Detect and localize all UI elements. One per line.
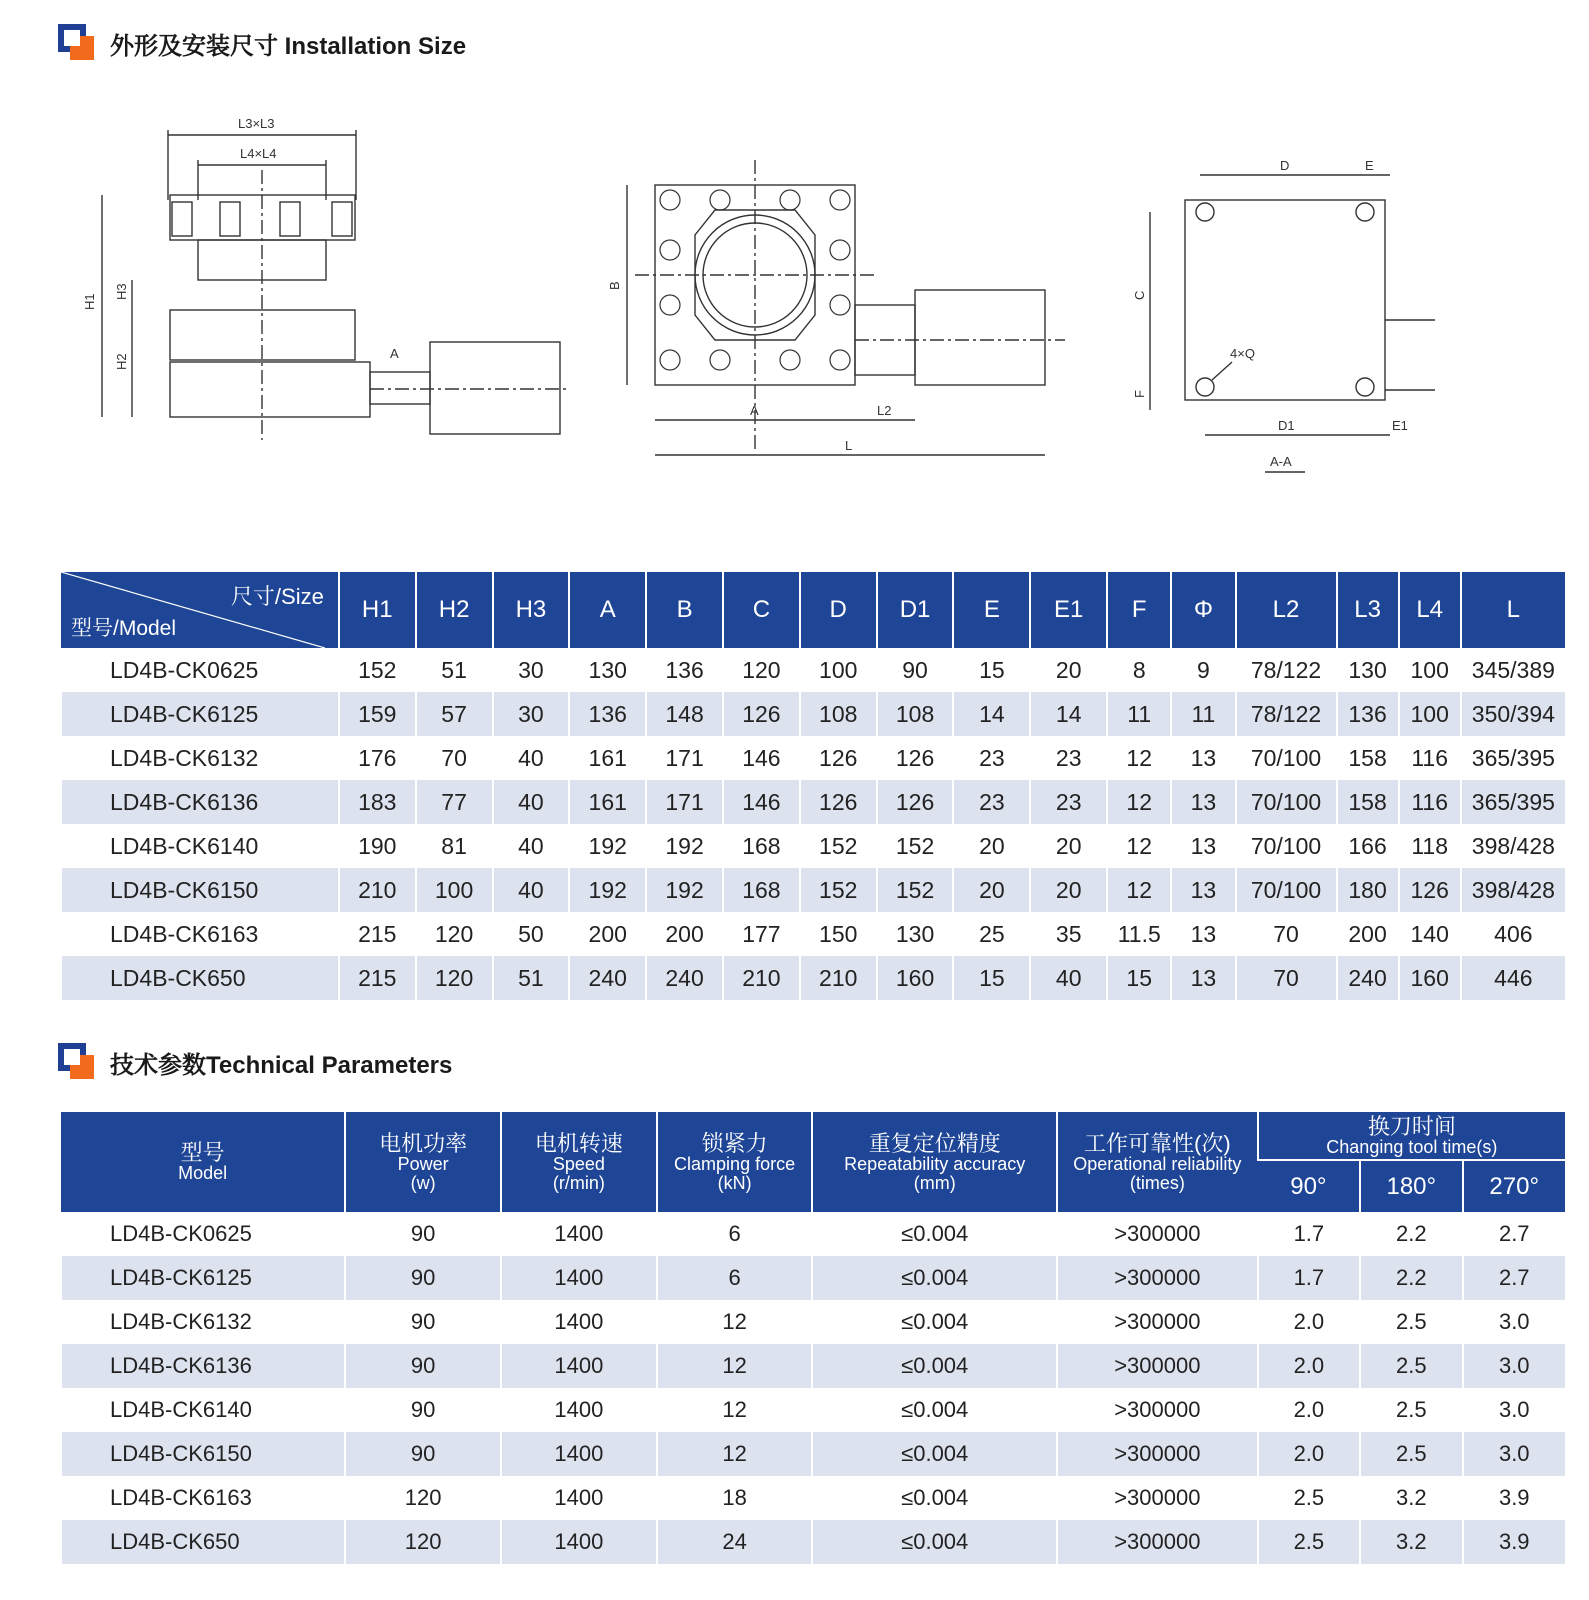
size-value-cell: 12 bbox=[1107, 780, 1171, 824]
table-row bbox=[61, 1520, 1565, 1564]
parameter-value-cell: 1400 bbox=[501, 1256, 657, 1300]
size-value-cell: 13 bbox=[1171, 956, 1235, 1000]
parameter-value-cell: 1400 bbox=[501, 1212, 657, 1256]
size-value-cell: 161 bbox=[569, 780, 646, 824]
label-h1: H1 bbox=[82, 293, 97, 310]
model-cell: LD4B-CK6150 bbox=[61, 868, 339, 912]
size-value-cell: 120 bbox=[723, 648, 800, 692]
size-value-cell: 136 bbox=[569, 692, 646, 736]
size-value-cell: 78/122 bbox=[1236, 648, 1337, 692]
size-value-cell: 70 bbox=[1236, 912, 1337, 956]
installation-section-header bbox=[58, 24, 466, 62]
technical-section-header bbox=[58, 1043, 452, 1081]
size-column-header: H1 bbox=[339, 572, 416, 648]
size-value-cell: 166 bbox=[1337, 824, 1399, 868]
table-row bbox=[61, 780, 1565, 824]
parameter-value-cell: 1400 bbox=[501, 1520, 657, 1564]
size-value-cell: 40 bbox=[493, 736, 570, 780]
parameter-value-cell: 3.9 bbox=[1463, 1476, 1566, 1520]
size-value-cell: 77 bbox=[416, 780, 493, 824]
size-value-cell: 11 bbox=[1171, 692, 1235, 736]
parameter-value-cell: ≤0.004 bbox=[812, 1432, 1057, 1476]
size-value-cell: 120 bbox=[416, 956, 493, 1000]
size-value-cell: 126 bbox=[723, 692, 800, 736]
parameter-value-cell: 2.5 bbox=[1360, 1344, 1462, 1388]
parameter-value-cell: 2.5 bbox=[1360, 1388, 1462, 1432]
size-value-cell: 23 bbox=[1030, 736, 1107, 780]
size-column-header: B bbox=[646, 572, 723, 648]
size-value-cell: 136 bbox=[1337, 692, 1399, 736]
size-value-cell: 158 bbox=[1337, 736, 1399, 780]
parameter-value-cell: ≤0.004 bbox=[812, 1520, 1057, 1564]
model-cell: LD4B-CK6136 bbox=[61, 1344, 345, 1388]
model-cell: LD4B-CK6163 bbox=[61, 1476, 345, 1520]
table-row bbox=[61, 1212, 1565, 1256]
size-value-cell: 192 bbox=[646, 824, 723, 868]
label-c: C bbox=[1132, 290, 1147, 300]
size-column-header: L3 bbox=[1337, 572, 1399, 648]
model-cell: LD4B-CK6132 bbox=[61, 736, 339, 780]
size-value-cell: 215 bbox=[339, 912, 416, 956]
size-value-cell: 126 bbox=[800, 780, 877, 824]
size-value-cell: 345/389 bbox=[1461, 648, 1565, 692]
parameter-value-cell: 1400 bbox=[501, 1476, 657, 1520]
parameter-value-cell: 1400 bbox=[501, 1388, 657, 1432]
size-value-cell: 25 bbox=[953, 912, 1030, 956]
parameter-value-cell: ≤0.004 bbox=[812, 1344, 1057, 1388]
label-l3l3: L3×L3 bbox=[238, 116, 275, 131]
size-header-row bbox=[61, 572, 1565, 648]
model-cell: LD4B-CK6132 bbox=[61, 1300, 345, 1344]
label-l2: L2 bbox=[877, 403, 892, 418]
side-view-drawing bbox=[80, 100, 580, 520]
size-value-cell: 23 bbox=[953, 780, 1030, 824]
model-cell: LD4B-CK0625 bbox=[61, 648, 339, 692]
table-row bbox=[61, 912, 1565, 956]
size-value-cell: 200 bbox=[569, 912, 646, 956]
label-d: D bbox=[1280, 158, 1290, 173]
size-value-cell: 171 bbox=[646, 736, 723, 780]
size-value-cell: 158 bbox=[1337, 780, 1399, 824]
size-value-cell: 51 bbox=[416, 648, 493, 692]
size-value-cell: 130 bbox=[877, 912, 954, 956]
size-value-cell: 14 bbox=[953, 692, 1030, 736]
installation-size-table bbox=[60, 572, 1565, 1000]
size-table-body bbox=[61, 648, 1565, 1000]
size-value-cell: 152 bbox=[339, 648, 416, 692]
size-value-cell: 12 bbox=[1107, 736, 1171, 780]
parameter-value-cell: 12 bbox=[657, 1300, 813, 1344]
size-model-header bbox=[61, 572, 339, 648]
table-row bbox=[61, 1388, 1565, 1432]
size-column-header: H2 bbox=[416, 572, 493, 648]
label-h3: H3 bbox=[114, 283, 129, 300]
size-value-cell: 150 bbox=[800, 912, 877, 956]
size-value-cell: 40 bbox=[493, 824, 570, 868]
size-value-cell: 35 bbox=[1030, 912, 1107, 956]
parameter-value-cell: ≤0.004 bbox=[812, 1300, 1057, 1344]
size-value-cell: 40 bbox=[493, 868, 570, 912]
size-value-cell: 70/100 bbox=[1236, 824, 1337, 868]
size-value-cell: 100 bbox=[800, 648, 877, 692]
size-value-cell: 192 bbox=[646, 868, 723, 912]
deg-270-header: 270° bbox=[1463, 1160, 1566, 1212]
size-value-cell: 240 bbox=[646, 956, 723, 1000]
model-cell: LD4B-CK6125 bbox=[61, 1256, 345, 1300]
size-column-header: L bbox=[1461, 572, 1565, 648]
size-column-header: E bbox=[953, 572, 1030, 648]
table-row bbox=[61, 956, 1565, 1000]
model-cell: LD4B-CK6140 bbox=[61, 1388, 345, 1432]
model-cell: LD4B-CK6150 bbox=[61, 1432, 345, 1476]
size-value-cell: 13 bbox=[1171, 912, 1235, 956]
size-value-cell: 215 bbox=[339, 956, 416, 1000]
size-value-cell: 108 bbox=[800, 692, 877, 736]
size-value-cell: 130 bbox=[1337, 648, 1399, 692]
size-value-cell: 152 bbox=[800, 824, 877, 868]
size-value-cell: 13 bbox=[1171, 736, 1235, 780]
size-value-cell: 130 bbox=[569, 648, 646, 692]
size-column-header: A bbox=[569, 572, 646, 648]
size-value-cell: 20 bbox=[1030, 648, 1107, 692]
size-value-cell: 200 bbox=[646, 912, 723, 956]
size-value-cell: 15 bbox=[953, 956, 1030, 1000]
size-value-cell: 23 bbox=[1030, 780, 1107, 824]
label-q: 4×Q bbox=[1230, 346, 1255, 361]
size-column-header: L2 bbox=[1236, 572, 1337, 648]
parameter-value-cell: 24 bbox=[657, 1520, 813, 1564]
changing-time-column-header: 换刀时间 Changing tool time(s) bbox=[1258, 1112, 1565, 1160]
size-value-cell: 40 bbox=[1030, 956, 1107, 1000]
label-l: L bbox=[845, 438, 853, 453]
size-value-cell: 50 bbox=[493, 912, 570, 956]
model-cell: LD4B-CK6163 bbox=[61, 912, 339, 956]
size-value-cell: 13 bbox=[1171, 824, 1235, 868]
label-b: B bbox=[607, 281, 622, 290]
label-aa: A-A bbox=[1270, 454, 1292, 469]
size-value-cell: 406 bbox=[1461, 912, 1565, 956]
model-cell: LD4B-CK0625 bbox=[61, 1212, 345, 1256]
parameter-value-cell: 2.5 bbox=[1258, 1520, 1360, 1564]
size-value-cell: 126 bbox=[877, 736, 954, 780]
size-value-cell: 20 bbox=[953, 824, 1030, 868]
technical-parameters-table bbox=[60, 1112, 1565, 1564]
clamping-force-column-header: 锁紧力 Clamping force (kN) bbox=[657, 1112, 813, 1212]
parameter-value-cell: 6 bbox=[657, 1256, 813, 1300]
table-row bbox=[61, 1344, 1565, 1388]
parameter-value-cell: >300000 bbox=[1057, 1256, 1258, 1300]
size-value-cell: 70 bbox=[416, 736, 493, 780]
size-column-header: D1 bbox=[877, 572, 954, 648]
technical-title: 技术参数Technical Parameters bbox=[110, 1051, 453, 1079]
installation-drawings bbox=[0, 100, 1589, 520]
speed-column-header: 电机转速 Speed (r/min) bbox=[501, 1112, 657, 1212]
size-value-cell: 160 bbox=[877, 956, 954, 1000]
size-value-cell: 210 bbox=[339, 868, 416, 912]
brand-logo-icon bbox=[58, 1043, 96, 1081]
parameter-value-cell: 90 bbox=[345, 1344, 501, 1388]
size-value-cell: 100 bbox=[1399, 692, 1461, 736]
model-cell: LD4B-CK6125 bbox=[61, 692, 339, 736]
parameter-value-cell: >300000 bbox=[1057, 1388, 1258, 1432]
parameter-value-cell: >300000 bbox=[1057, 1476, 1258, 1520]
table-row bbox=[61, 1256, 1565, 1300]
size-column-header: F bbox=[1107, 572, 1171, 648]
size-value-cell: 126 bbox=[1399, 868, 1461, 912]
section-aa-drawing bbox=[1130, 100, 1480, 520]
installation-title: 外形及安装尺寸 Installation Size bbox=[110, 32, 467, 60]
size-column-header: L4 bbox=[1399, 572, 1461, 648]
parameter-value-cell: >300000 bbox=[1057, 1300, 1258, 1344]
parameter-value-cell: ≤0.004 bbox=[812, 1212, 1057, 1256]
size-value-cell: 40 bbox=[493, 780, 570, 824]
parameter-value-cell: 2.5 bbox=[1258, 1476, 1360, 1520]
parameter-value-cell: 1400 bbox=[501, 1300, 657, 1344]
size-value-cell: 398/428 bbox=[1461, 868, 1565, 912]
size-value-cell: 100 bbox=[1399, 648, 1461, 692]
label-e: E bbox=[1365, 158, 1374, 173]
size-value-cell: 12 bbox=[1107, 824, 1171, 868]
label-h2: H2 bbox=[114, 353, 129, 370]
size-value-cell: 13 bbox=[1171, 780, 1235, 824]
size-value-cell: 148 bbox=[646, 692, 723, 736]
table-row bbox=[61, 824, 1565, 868]
size-value-cell: 152 bbox=[877, 824, 954, 868]
size-value-cell: 78/122 bbox=[1236, 692, 1337, 736]
size-value-cell: 152 bbox=[800, 868, 877, 912]
size-value-cell: 108 bbox=[877, 692, 954, 736]
size-value-cell: 116 bbox=[1399, 780, 1461, 824]
size-value-cell: 57 bbox=[416, 692, 493, 736]
parameter-value-cell: 2.0 bbox=[1258, 1388, 1360, 1432]
size-value-cell: 183 bbox=[339, 780, 416, 824]
size-header-label: 尺寸/Size bbox=[230, 584, 324, 609]
size-value-cell: 398/428 bbox=[1461, 824, 1565, 868]
model-cell: LD4B-CK650 bbox=[61, 956, 339, 1000]
parameter-value-cell: 3.0 bbox=[1463, 1300, 1566, 1344]
model-cell: LD4B-CK6136 bbox=[61, 780, 339, 824]
size-value-cell: 192 bbox=[569, 824, 646, 868]
parameter-value-cell: 2.0 bbox=[1258, 1300, 1360, 1344]
parameter-value-cell: 18 bbox=[657, 1476, 813, 1520]
size-value-cell: 146 bbox=[723, 736, 800, 780]
parameter-value-cell: 3.0 bbox=[1463, 1344, 1566, 1388]
size-value-cell: 200 bbox=[1337, 912, 1399, 956]
parameter-value-cell: 2.2 bbox=[1360, 1256, 1462, 1300]
parameter-value-cell: 3.9 bbox=[1463, 1520, 1566, 1564]
parameter-value-cell: 3.2 bbox=[1360, 1520, 1462, 1564]
parameter-value-cell: 2.7 bbox=[1463, 1212, 1566, 1256]
size-column-header: Φ bbox=[1171, 572, 1235, 648]
parameter-value-cell: 90 bbox=[345, 1432, 501, 1476]
size-value-cell: 120 bbox=[416, 912, 493, 956]
parameter-value-cell: 1400 bbox=[501, 1344, 657, 1388]
parameter-value-cell: 2.0 bbox=[1258, 1432, 1360, 1476]
table-row bbox=[61, 1432, 1565, 1476]
table-row bbox=[61, 692, 1565, 736]
size-value-cell: 161 bbox=[569, 736, 646, 780]
size-value-cell: 20 bbox=[1030, 868, 1107, 912]
repeatability-column-header: 重复定位精度 Repeatability accuracy (mm) bbox=[812, 1112, 1057, 1212]
size-value-cell: 118 bbox=[1399, 824, 1461, 868]
parameter-value-cell: 1400 bbox=[501, 1432, 657, 1476]
parameter-value-cell: 1.7 bbox=[1258, 1256, 1360, 1300]
size-value-cell: 126 bbox=[877, 780, 954, 824]
size-value-cell: 9 bbox=[1171, 648, 1235, 692]
size-value-cell: 51 bbox=[493, 956, 570, 1000]
size-value-cell: 152 bbox=[877, 868, 954, 912]
parameter-value-cell: >300000 bbox=[1057, 1520, 1258, 1564]
top-view-drawing bbox=[605, 100, 1075, 520]
size-value-cell: 210 bbox=[800, 956, 877, 1000]
parameter-value-cell: 90 bbox=[345, 1388, 501, 1432]
parameter-value-cell: 120 bbox=[345, 1476, 501, 1520]
size-value-cell: 70/100 bbox=[1236, 736, 1337, 780]
size-value-cell: 177 bbox=[723, 912, 800, 956]
deg-180-header: 180° bbox=[1360, 1160, 1462, 1212]
parameter-value-cell: 2.0 bbox=[1258, 1344, 1360, 1388]
size-value-cell: 240 bbox=[1337, 956, 1399, 1000]
parameter-value-cell: 90 bbox=[345, 1300, 501, 1344]
size-value-cell: 446 bbox=[1461, 956, 1565, 1000]
label-a: A bbox=[750, 403, 759, 418]
parameter-value-cell: 6 bbox=[657, 1212, 813, 1256]
model-column-header: 型号 Model bbox=[61, 1112, 345, 1212]
size-value-cell: 70/100 bbox=[1236, 780, 1337, 824]
parameter-value-cell: 3.0 bbox=[1463, 1432, 1566, 1476]
size-value-cell: 100 bbox=[416, 868, 493, 912]
size-value-cell: 23 bbox=[953, 736, 1030, 780]
size-value-cell: 365/395 bbox=[1461, 736, 1565, 780]
size-value-cell: 8 bbox=[1107, 648, 1171, 692]
label-d1: D1 bbox=[1278, 418, 1295, 433]
size-value-cell: 90 bbox=[877, 648, 954, 692]
size-value-cell: 15 bbox=[953, 648, 1030, 692]
size-value-cell: 30 bbox=[493, 648, 570, 692]
model-cell: LD4B-CK6140 bbox=[61, 824, 339, 868]
size-value-cell: 210 bbox=[723, 956, 800, 1000]
parameter-value-cell: 2.5 bbox=[1360, 1432, 1462, 1476]
label-l4l4: L4×L4 bbox=[240, 146, 277, 161]
label-a-arrow: A bbox=[390, 346, 399, 361]
parameter-value-cell: 12 bbox=[657, 1344, 813, 1388]
power-column-header: 电机功率 Power (w) bbox=[345, 1112, 501, 1212]
size-value-cell: 20 bbox=[1030, 824, 1107, 868]
size-value-cell: 192 bbox=[569, 868, 646, 912]
table-row bbox=[61, 1476, 1565, 1520]
parameter-value-cell: 2.5 bbox=[1360, 1300, 1462, 1344]
size-value-cell: 176 bbox=[339, 736, 416, 780]
size-value-cell: 180 bbox=[1337, 868, 1399, 912]
tech-table-body bbox=[61, 1212, 1565, 1564]
parameter-value-cell: >300000 bbox=[1057, 1344, 1258, 1388]
size-value-cell: 136 bbox=[646, 648, 723, 692]
parameter-value-cell: 3.2 bbox=[1360, 1476, 1462, 1520]
size-value-cell: 13 bbox=[1171, 868, 1235, 912]
reliability-column-header: 工作可靠性(次) Operational reliability (times) bbox=[1057, 1112, 1258, 1212]
size-value-cell: 116 bbox=[1399, 736, 1461, 780]
parameter-value-cell: 120 bbox=[345, 1520, 501, 1564]
brand-logo-icon bbox=[58, 24, 96, 62]
parameter-value-cell: 12 bbox=[657, 1432, 813, 1476]
parameter-value-cell: >300000 bbox=[1057, 1432, 1258, 1476]
parameter-value-cell: ≤0.004 bbox=[812, 1388, 1057, 1432]
size-value-cell: 70/100 bbox=[1236, 868, 1337, 912]
parameter-value-cell: 12 bbox=[657, 1388, 813, 1432]
parameter-value-cell: ≤0.004 bbox=[812, 1476, 1057, 1520]
size-value-cell: 14 bbox=[1030, 692, 1107, 736]
size-column-header: C bbox=[723, 572, 800, 648]
size-column-header: E1 bbox=[1030, 572, 1107, 648]
deg-90-header: 90° bbox=[1258, 1160, 1360, 1212]
size-value-cell: 350/394 bbox=[1461, 692, 1565, 736]
label-f: F bbox=[1132, 390, 1147, 398]
size-value-cell: 30 bbox=[493, 692, 570, 736]
table-row bbox=[61, 736, 1565, 780]
table-row bbox=[61, 1300, 1565, 1344]
size-value-cell: 171 bbox=[646, 780, 723, 824]
size-value-cell: 15 bbox=[1107, 956, 1171, 1000]
size-value-cell: 11 bbox=[1107, 692, 1171, 736]
table-row bbox=[61, 648, 1565, 692]
size-value-cell: 126 bbox=[800, 736, 877, 780]
size-column-header: D bbox=[800, 572, 877, 648]
size-value-cell: 160 bbox=[1399, 956, 1461, 1000]
parameter-value-cell: 90 bbox=[345, 1212, 501, 1256]
size-value-cell: 11.5 bbox=[1107, 912, 1171, 956]
parameter-value-cell: >300000 bbox=[1057, 1212, 1258, 1256]
size-value-cell: 168 bbox=[723, 824, 800, 868]
parameter-value-cell: 2.2 bbox=[1360, 1212, 1462, 1256]
parameter-value-cell: 90 bbox=[345, 1256, 501, 1300]
size-value-cell: 190 bbox=[339, 824, 416, 868]
table-row bbox=[61, 868, 1565, 912]
size-value-cell: 81 bbox=[416, 824, 493, 868]
parameter-value-cell: 2.7 bbox=[1463, 1256, 1566, 1300]
size-value-cell: 140 bbox=[1399, 912, 1461, 956]
size-value-cell: 240 bbox=[569, 956, 646, 1000]
size-column-header: H3 bbox=[493, 572, 570, 648]
size-value-cell: 146 bbox=[723, 780, 800, 824]
label-e1: E1 bbox=[1392, 418, 1408, 433]
size-value-cell: 168 bbox=[723, 868, 800, 912]
model-cell: LD4B-CK650 bbox=[61, 1520, 345, 1564]
model-header-label: 型号/Model bbox=[71, 617, 177, 640]
parameter-value-cell: 3.0 bbox=[1463, 1388, 1566, 1432]
size-value-cell: 159 bbox=[339, 692, 416, 736]
size-value-cell: 70 bbox=[1236, 956, 1337, 1000]
size-value-cell: 12 bbox=[1107, 868, 1171, 912]
size-value-cell: 365/395 bbox=[1461, 780, 1565, 824]
parameter-value-cell: ≤0.004 bbox=[812, 1256, 1057, 1300]
parameter-value-cell: 1.7 bbox=[1258, 1212, 1360, 1256]
size-value-cell: 20 bbox=[953, 868, 1030, 912]
